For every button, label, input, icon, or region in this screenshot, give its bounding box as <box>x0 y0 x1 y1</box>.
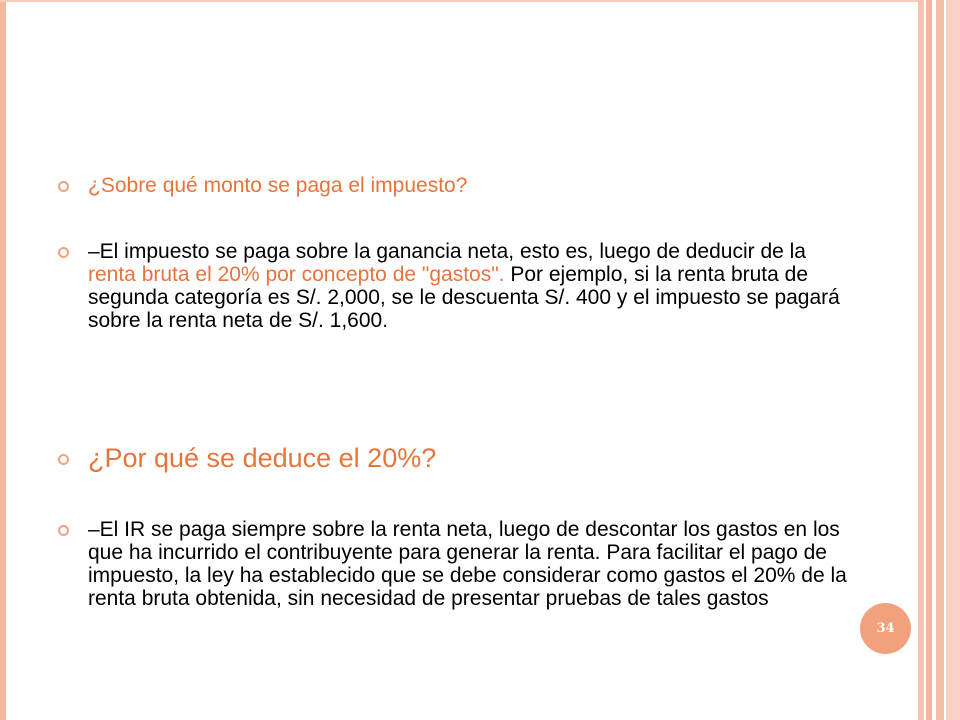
page-number-badge <box>860 603 911 654</box>
circle-bullet-icon <box>58 181 69 192</box>
right-stripe <box>936 0 944 720</box>
circle-bullet-icon <box>58 454 69 465</box>
question-heading-1: ¿Sobre qué monto se paga el impuesto? <box>88 174 468 197</box>
right-stripe <box>918 0 924 720</box>
answer-1-highlight: renta bruta el 20% por concepto de "gastos". <box>88 263 505 286</box>
question-heading-2: ¿Por qué se deduce el 20%? <box>88 443 437 473</box>
answer-1-text-start: –El impuesto se paga sobre la ganancia neta, esto es, luego de deducir de la <box>88 240 806 263</box>
right-stripe <box>926 0 932 720</box>
bullet-item-question-2 <box>58 443 848 473</box>
circle-bullet-icon <box>58 525 69 536</box>
answer-paragraph-1 <box>88 240 848 332</box>
right-stripe-gap <box>924 0 926 720</box>
right-stripe <box>946 0 960 720</box>
circle-bullet-icon <box>58 247 69 258</box>
bullet-item-answer-2 <box>58 518 848 610</box>
answer-1-text-end: Por ejemplo, si la renta bruta de segunda categoría es S/. 2,000, se le descuenta S/. 400 y el impuesto se pagará sobre la renta neta de S/. 1,600. <box>88 263 840 332</box>
left-border <box>0 0 6 720</box>
right-stripe-gap <box>932 0 936 720</box>
bullet-item-answer-1 <box>58 240 848 332</box>
answer-paragraph-2: –El IR se paga siempre sobre la renta neta, luego de descontar los gastos en los que ha incurrido el contribuyente para generar la renta. Para facilitar el pago de impuesto, la ley ha establecido que se debe considerar como gastos el 20% de la renta bruta obtenida, sin necesidad de presentar pruebas de tales gastos <box>88 518 847 610</box>
page-number: 34 <box>876 621 895 636</box>
bullet-item-question-1 <box>58 174 848 198</box>
top-border <box>0 0 960 2</box>
right-stripe-gap <box>944 0 946 720</box>
